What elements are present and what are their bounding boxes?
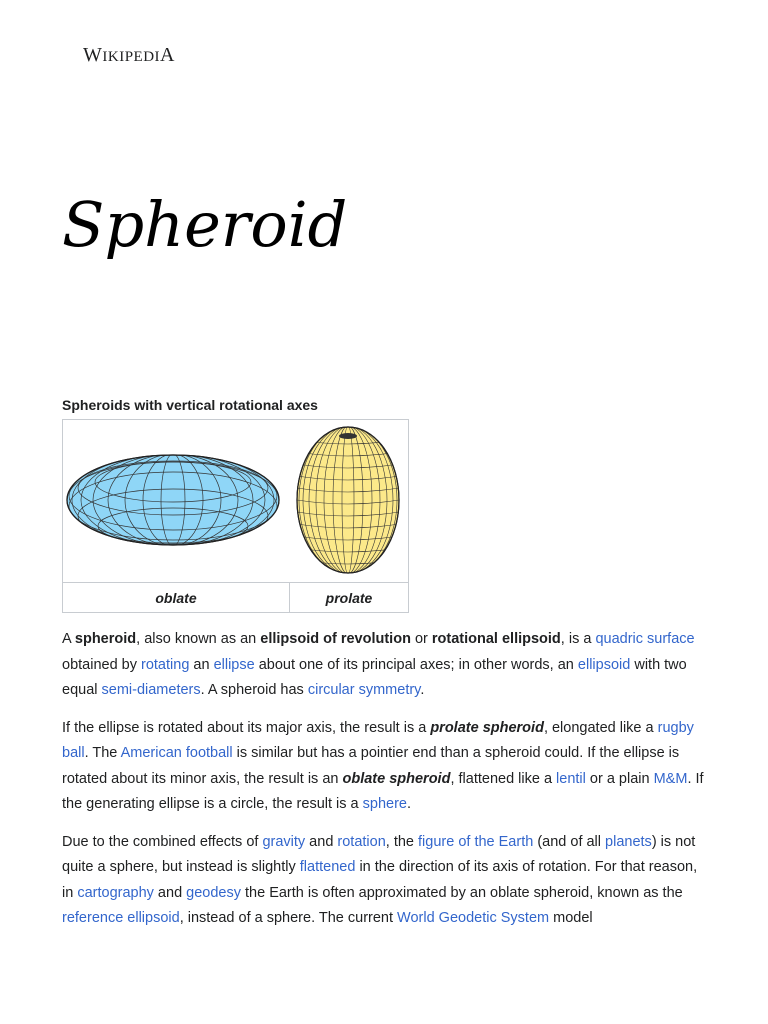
link-figure-of-the-earth[interactable]: figure of the Earth (418, 833, 534, 850)
link-cartography[interactable]: cartography (77, 884, 154, 901)
link-rotating[interactable]: rotating (141, 656, 190, 673)
logo-letter-a: A (160, 44, 175, 66)
link-quadric-surface[interactable]: quadric surface (595, 631, 695, 647)
infobox-image-row (63, 420, 408, 582)
logo-letters-middle: IKIPEDI (102, 49, 161, 65)
term-ellipsoid-of-revolution: ellipsoid of revolution (260, 631, 411, 647)
link-sphere[interactable]: sphere (362, 796, 407, 812)
link-circular-symmetry[interactable]: circular symmetry (307, 682, 421, 698)
link-lentil[interactable]: lentil (556, 770, 586, 787)
link-planets[interactable]: planets (605, 833, 652, 850)
term-prolate-spheroid: prolate spheroid (430, 719, 544, 736)
link-geodesy[interactable]: geodesy (186, 884, 241, 901)
term-rotational-ellipsoid: rotational ellipsoid (431, 631, 561, 647)
link-world-geodetic-system[interactable]: World Geodetic System (397, 910, 550, 926)
infobox (62, 419, 409, 613)
wikipedia-logo[interactable] (83, 44, 175, 67)
paragraph-intro: A spheroid, also known as an ellipsoid of revolution or rotational ellipsoid, is a quadric surface obtained by rotating an ellipse about one of its principal axes; in other words, an ellipsoid with two equal semi-diameters. A spheroid has circular symmetry. (62, 631, 695, 698)
link-ellipsoid[interactable]: ellipsoid (577, 656, 631, 673)
article-body (62, 627, 712, 944)
link-m-and-m[interactable]: M&M (653, 770, 688, 787)
link-gravity[interactable]: gravity (262, 833, 306, 850)
logo-letter-w: W (83, 44, 103, 66)
term-oblate-spheroid: oblate spheroid (342, 770, 451, 787)
infobox-caption: Spheroids with vertical rotational axes (62, 397, 318, 413)
oblate-label: oblate (63, 583, 290, 613)
link-semi-diameters[interactable]: semi-diameters (101, 682, 201, 698)
link-reference-ellipsoid[interactable]: reference ellipsoid (62, 910, 180, 926)
prolate-label: prolate (325, 590, 373, 606)
link-rotation[interactable]: rotation (337, 833, 386, 850)
term-spheroid: spheroid (74, 631, 137, 647)
link-american-football[interactable]: American football (120, 745, 233, 761)
prolate-spheroid-image (297, 426, 399, 574)
link-flattened[interactable]: flattened (299, 859, 356, 875)
spheroids-illustration[interactable] (63, 420, 408, 582)
oblate-spheroid-image (67, 454, 279, 546)
link-rugby-ball[interactable]: rugby ball (62, 719, 694, 761)
paragraph-earth: Due to the combined effects of gravity and rotation, the figure of the Earth (and of all planets) is not quite a sphere, but instead is slightly flattened in the direction of its axis of rotation. For that reason, in cartography and geodesy the Earth is often approximated by an oblate spheroid, known as the reference ellipsoid, instead of a sphere. The current World Geodetic System model (62, 833, 698, 926)
paragraph-prolate-oblate: If the ellipse is rotated about its major axis, the result is a prolate spheroid, elongated like a rugby ball. The American football is similar but has a pointier end than a spheroid could. If the ellipse is rotated about its minor axis, the result is an oblate spheroid, flattened like a lentil or a plain M&M. If the generating ellipse is a circle, the result is a sphere. (62, 719, 704, 812)
link-ellipse[interactable]: ellipse (213, 656, 255, 673)
page-title: Spheroid (62, 188, 348, 261)
infobox-label-row (63, 582, 408, 613)
